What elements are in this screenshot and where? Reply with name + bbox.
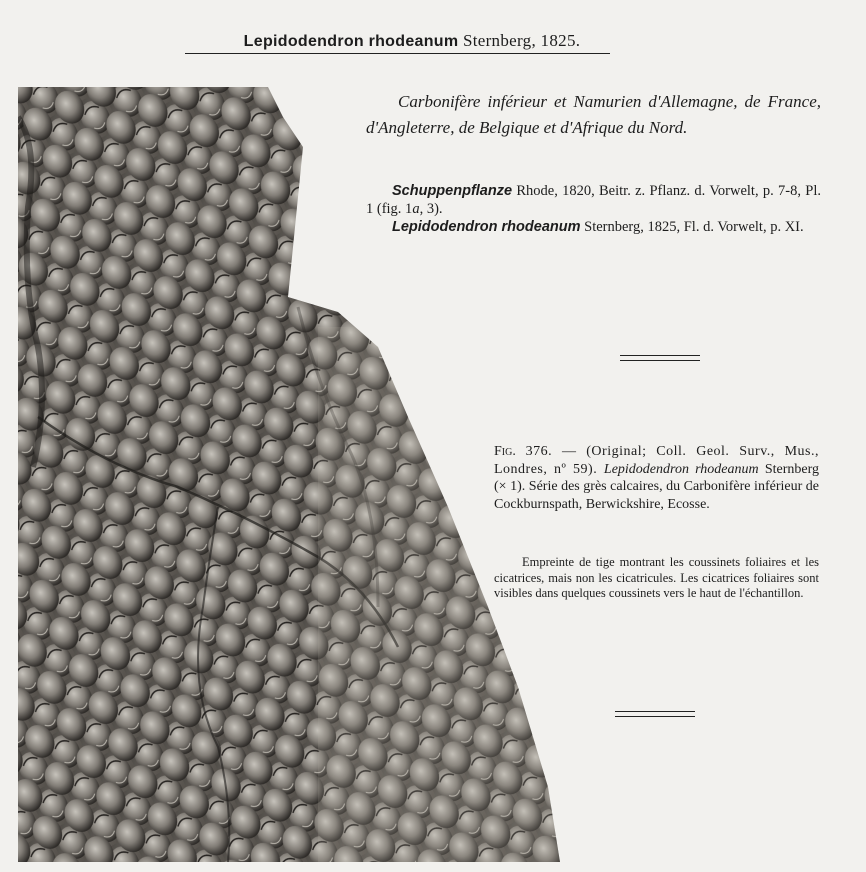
figure-caption xyxy=(494,443,819,513)
synonymy-entry xyxy=(366,218,821,236)
figure-description: Empreinte de tige montrant les coussinets foliaires et les cicatrices, mais non les cicatricules. Les cicatrices foliaires sont visibles dans quelques coussinets vers le haut de l'échantillon. xyxy=(494,555,819,600)
synonymy-entry xyxy=(366,182,821,218)
figure-label: Fig. xyxy=(494,444,516,459)
title-author-year: Sternberg, 1825. xyxy=(462,31,581,50)
synonymy-list xyxy=(366,182,821,236)
page-title xyxy=(186,31,638,51)
synonym-reference: Sternberg, 1825, Fl. d. Vorwelt, p. XI. xyxy=(580,219,804,235)
synonym-reference-end: , 3). xyxy=(419,201,443,217)
figure-number: 376. — (Original; Coll. Geol. Surv., Mus., Londres, nº 59). xyxy=(494,444,819,477)
title-underline xyxy=(185,53,610,54)
section-divider xyxy=(620,355,700,361)
synonym-reference: Rhode, 1820, Beitr. z. Pflanz. d. Vorwelt, p. 7-8, Pl. 1 (fig. 1 xyxy=(366,183,821,217)
synonym-name: Schuppenpflanze xyxy=(392,183,513,199)
figure-taxon: Lepidodendron rhodeanum xyxy=(603,461,759,477)
section-divider xyxy=(615,711,695,717)
distribution-text: Carbonifère inférieur et Namurien d'Allemagne, de France, d'Angleterre, de Belgique et d'Afrique du Nord. xyxy=(366,92,821,137)
synonym-reference-italic: a xyxy=(412,201,420,217)
title-genus: Lepidodendron xyxy=(243,33,365,50)
figure-details: Sternberg (× 1). Série des grès calcaires, du Carbonifère inférieur de Cockburnspath, Berwickshire, Ecosse. xyxy=(494,461,819,512)
synonym-name: Lepidodendron rhodeanum xyxy=(392,219,581,235)
title-species: rhodeanum xyxy=(368,33,459,50)
